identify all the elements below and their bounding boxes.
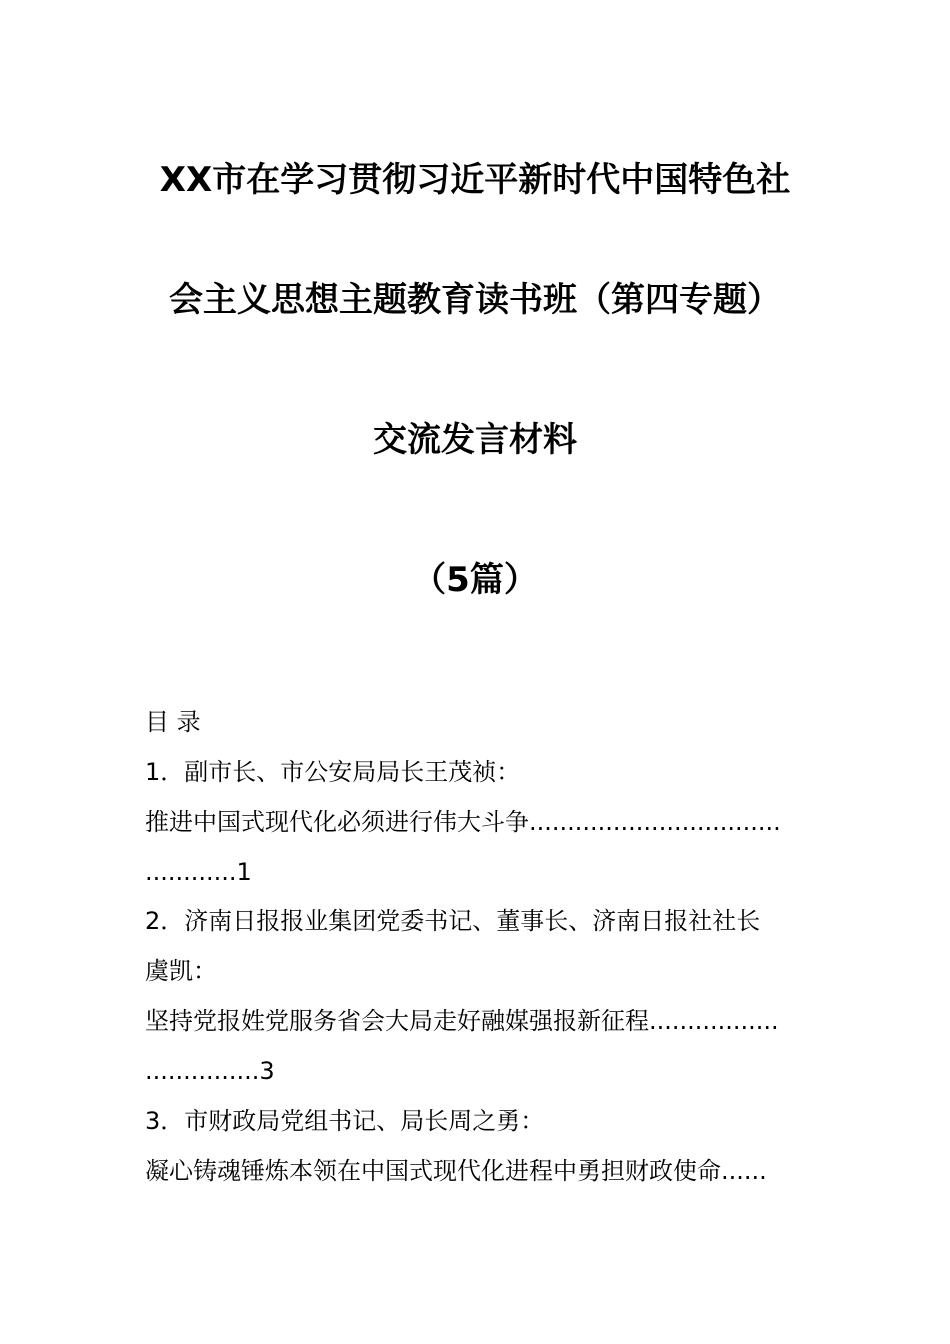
toc-entry-2-page: ...............3 bbox=[145, 1057, 275, 1085]
toc-entry-2-speaker: 2．济南日报报业集团党委书记、董事长、济南日报社社长 bbox=[145, 907, 761, 935]
toc-entry-2-speaker-cont: 虞凯： bbox=[145, 957, 217, 985]
toc-entry-1-page: ............1 bbox=[145, 858, 252, 886]
toc-entry-1-speaker: 1．副市长、市公安局局长王茂祯： bbox=[145, 758, 521, 786]
toc-entry-3-topic: 凝心铸魂锤炼本领在中国式现代化进程中勇担财政使命...... bbox=[145, 1157, 767, 1185]
toc-entry-2-topic: 坚持党报姓党服务省会大局走好融媒强报新征程................. bbox=[145, 1007, 779, 1035]
document-subtitle-count: （5篇） bbox=[412, 560, 538, 600]
document-title-line-2: 会主义思想主题教育读书班（第四专题） bbox=[169, 280, 781, 320]
document-title-line-1: XX市在学习贯彻习近平新时代中国特色社 bbox=[159, 160, 791, 200]
toc-entry-3-speaker: 3．市财政局党组书记、局长周之勇： bbox=[145, 1107, 545, 1135]
toc-entry-1-topic: 推进中国式现代化必须进行伟大斗争................................. bbox=[145, 808, 781, 836]
document-title-line-3: 交流发言材料 bbox=[373, 420, 577, 460]
toc-heading: 目 录 bbox=[145, 708, 201, 736]
